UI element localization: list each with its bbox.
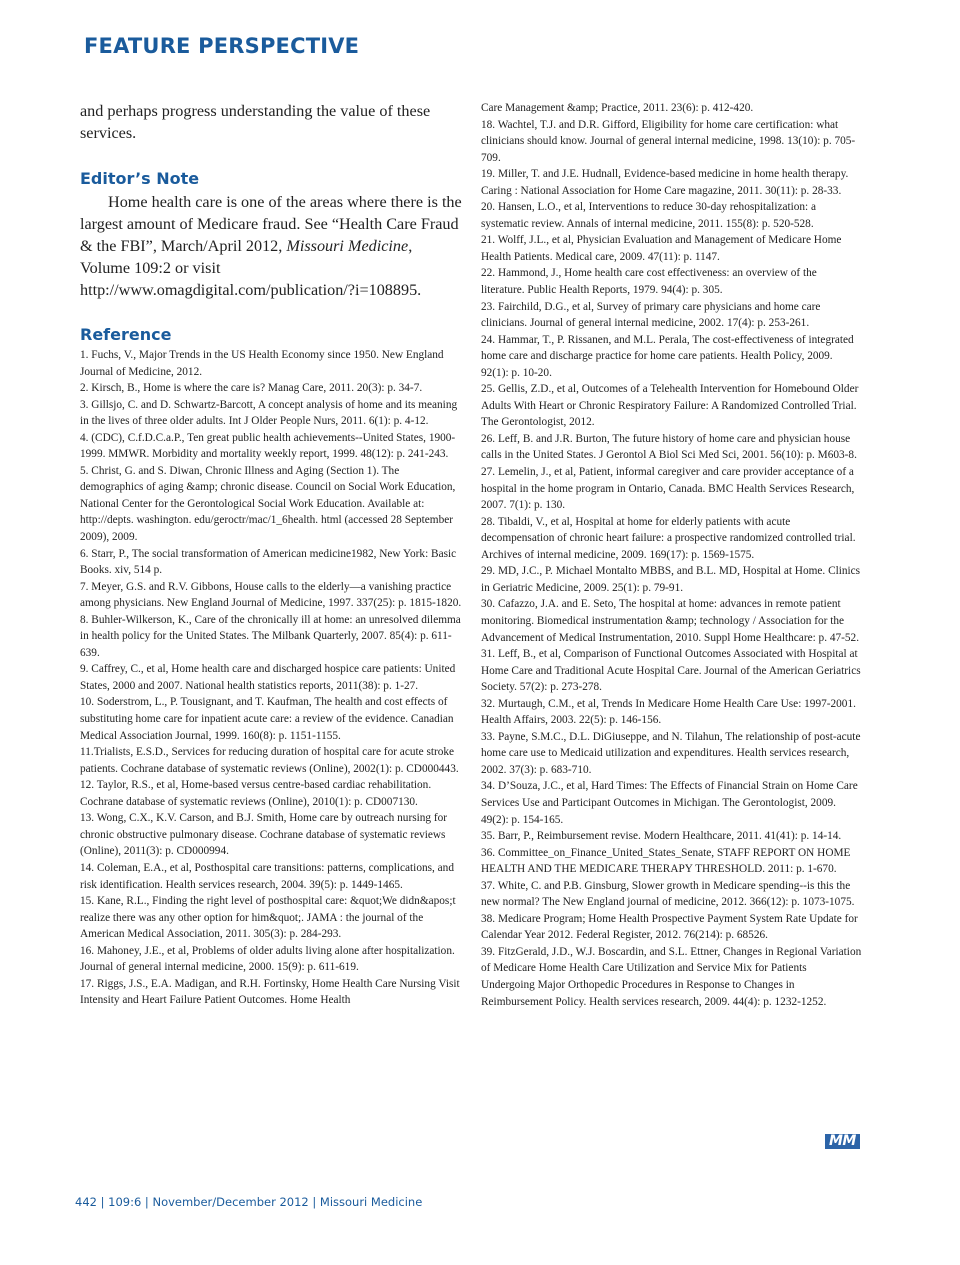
section-header: FEATURE PERSPECTIVE — [84, 34, 360, 58]
reference-item: 37. White, C. and P.B. Ginsburg, Slower growth in Medicare spending--is this the new normal? The New England journal of medicine, 2012. 366(12): p. 1073-1075. — [481, 879, 855, 909]
reference-item: 26. Leff, B. and J.R. Burton, The future history of home care and physician house calls in the United States. J Gerontol A Biol Sci Med Sci, 2001. 56(10): p. M603-8. — [481, 432, 857, 462]
reference-item: 15. Kane, R.L., Finding the right level of posthospital care: &quot;We didn&apos;t realize there was any other option for him&quot;. JAMA : the journal of the American Medical Association, 2011. 305(3): p. 284-293. — [80, 895, 456, 941]
reference-item: 14. Coleman, E.A., et al, Posthospital care transitions: patterns, complications, and risk identification. Health services research, 2004. 39(5): p. 1449-1465. — [80, 861, 454, 891]
reference-item: Care Management &amp; Practice, 2011. 23(6): p. 412-420. — [481, 102, 754, 114]
mm-end-mark: MM — [825, 1134, 860, 1149]
reference-item: 20. Hansen, L.O., et al, Interventions to reduce 30-day rehospitalization: a systematic review. Annals of internal medicine, 2011. 155(8): p. 520-528. — [481, 201, 817, 230]
reference-item: 34. D’Souza, J.C., et al, Hard Times: The Effects of Financial Strain on Home Care Services Use and Participant Outcomes in Michigan. The Gerontologist, 2009. 49(2): p. 154-165. — [481, 780, 858, 826]
editors-note-text-before: Home health care is one of the areas where there is the largest amount of Medicare fraud. See “Health Care Fraud & the FBI”, March/April 2012, — [80, 193, 462, 255]
reference-item: 31. Leff, B., et al, Comparison of Functional Outcomes Associated with Hospital at Home Care and Traditional Acute Hospital Care. Journal of the American Geriatrics Society. 57(2): p. 273-278. — [481, 648, 861, 694]
reference-item: 35. Barr, P., Reimbursement revise. Modern Healthcare, 2011. 41(41): p. 14-14. — [481, 830, 842, 843]
reference-item: 1. Fuchs, V., Major Trends in the US Health Economy since 1950. New England Journal of Medicine, 2012. — [80, 349, 444, 378]
reference-item: 9. Caffrey, C., et al, Home health care and discharged hospice care patients: United States, 2000 and 2007. National health statistics reports, 2011(38): p. 1-27. — [80, 663, 456, 692]
reference-list-left — [80, 347, 462, 1009]
reference-item: 28. Tibaldi, V., et al, Hospital at home for elderly patients with acute decompensation of chronic heart failure: a prospective randomized controlled trial. Archives of internal medicine, 2009. 169(17): p. 1569-1575. — [481, 515, 856, 561]
reference-item: 17. Riggs, J.S., E.A. Madigan, and R.H. Fortinsky, Home Health Care Nursing Visit Intensity and Heart Failure Patient Outcomes. Home Health — [80, 977, 460, 1007]
reference-item: 22. Hammond, J., Home health care cost effectiveness: an overview of the literature. Public Health Reports, 1979. 94(4): p. 305. — [481, 267, 817, 297]
reference-item: 6. Starr, P., The social transformation of American medicine1982, New York: Basic Books. xiv, 514 p. — [80, 547, 457, 577]
editors-note-text — [80, 191, 462, 301]
reference-item: 32. Murtaugh, C.M., et al, Trends In Medicare Home Health Care Use: 1997-2001. Health Affairs, 2003. 22(5): p. 146-156. — [481, 697, 856, 727]
reference-item: 10. Soderstrom, L., P. Tousignant, and T. Kaufman, The health and cost effects of substituting home care for inpatient acute care: a review of the evidence. Canadian Medical Association Journal, 1999. 160(8): p. 1151-1155. — [80, 696, 454, 742]
reference-item: 27. Lemelin, J., et al, Patient, informal caregiver and care provider acceptance of a hospital in the home program in Ontario, Canada. BMC Health Services Research, 2007. 7(1): p. 130. — [481, 466, 855, 512]
reference-item: 21. Wolff, J.L., et al, Physician Evaluation and Management of Medicare Home Health Patients. Medical care, 2009. 47(11): p. 1147. — [481, 234, 842, 263]
reference-item: 8. Buhler-Wilkerson, K., Care of the chronically ill at home: an unresolved dilemma in health policy for the United States. The Milbank Quarterly, 2007. 85(4): p. 611-639. — [80, 613, 461, 659]
editors-note-heading: Editor’s Note — [80, 169, 200, 188]
reference-item: 3. Gillsjo, C. and D. Schwartz-Barcott, A concept analysis of home and its meaning in the lives of three older adults. Int J Older People Nurs, 2011. 6(1): p. 4-12. — [80, 398, 458, 428]
reference-heading: Reference — [80, 325, 172, 344]
editors-note-journal: Missouri Medicine — [286, 237, 409, 255]
reference-item: 2. Kirsch, B., Home is where the care is? Manag Care, 2011. 20(3): p. 34-7. — [80, 382, 423, 395]
reference-item: 16. Mahoney, J.E., et al, Problems of older adults living alone after hospitalization. Journal of general internal medicine, 2000. 15(9): p. 611-619. — [80, 944, 455, 974]
reference-item: 30. Cafazzo, J.A. and E. Seto, The hospital at home: advances in remote patient monitoring. Biomedical instrumentation &amp; technology / Association for the Advancement of Medical Instrumentation, 2010. Suppl Home Healthcare: p. 47-52. — [481, 598, 860, 644]
reference-item: 24. Hammar, T., P. Rissanen, and M.L. Perala, The cost-effectiveness of integrated home care and discharge practice for home care patients. Health Policy, 2009. 92(1): p. 10-20. — [481, 333, 854, 379]
reference-list-right — [481, 100, 863, 1010]
reference-item: 38. Medicare Program; Home Health Prospective Payment System Rate Update for Calendar Year 2012. Federal Register, 2012. 76(214): p. 68526. — [481, 912, 858, 942]
reference-item: 33. Payne, S.M.C., D.L. DiGiuseppe, and N. Tilahun, The relationship of post-acute home care use to Medicaid utilization and expenditures. Health services research, 2002. 37(3): p. 683-710. — [481, 730, 861, 776]
reference-item: 12. Taylor, R.S., et al, Home-based versus centre-based cardiac rehabilitation. Cochrane database of systematic reviews (Online), 2010(1): p. CD007130. — [80, 779, 432, 808]
reference-item: 7. Meyer, G.S. and R.V. Gibbons, House calls to the elderly—a vanishing practice among physicians. New England Journal of Medicine, 1997. 337(25): p. 1815-1820. — [80, 580, 462, 610]
reference-item: 18. Wachtel, T.J. and D.R. Gifford, Eligibility for home care certification: what clinicians should know. Journal of general internal medicine, 1998. 13(10): p. 705-709. — [481, 118, 856, 164]
reference-item: 11.Trialists, E.S.D., Services for reducing duration of hospital care for acute stroke patients. Cochrane database of systematic reviews (Online), 2002(1): p. CD000443. — [80, 746, 459, 775]
left-column — [80, 100, 462, 1009]
reference-item: 5. Christ, G. and S. Diwan, Chronic Illness and Aging (Section 1). The demographics of aging &amp; chronic disease. Council on Social Work Education, National Center for the Gerontological Social Work Education. Available at: http://depts. washington. edu/geroctr/mac/1_6health. html (accessed 28 September 2009), 2009. — [80, 464, 456, 544]
reference-item: 29. MD, J.C., P. Michael Montalto MBBS, and B.L. MD, Hospital at Home. Clinics in Geriatric Medicine, 2009. 25(1): p. 79-91. — [481, 565, 861, 594]
reference-item: 39. FitzGerald, J.D., W.J. Boscardin, and S.L. Ettner, Changes in Regional Variation of Medicare Home Health Care Utilization and Service Mix for Patients Undergoing Major Orthopedic Procedures in Response to Changes in Reimbursement Policy. Health services research, 2009. 44(4): p. 1232-1252. — [481, 945, 862, 1008]
reference-item: 13. Wong, C.X., K.V. Carson, and B.J. Smith, Home care by outreach nursing for chronic obstructive pulmonary disease. Cochrane database of systematic reviews (Online), 2011(3): p. CD000994. — [80, 812, 448, 858]
reference-item: 23. Fairchild, D.G., et al, Survey of primary care physicians and home care clinicians. Journal of general internal medicine, 2002. 17(4): p. 253-261. — [481, 300, 821, 330]
editors-note-text-after: , Volume 109:2 or visit http://www.omagdigital.com/publication/?i=108895. — [80, 237, 422, 299]
reference-item: 36. Committee_on_Finance_United_States_Senate, STAFF REPORT ON HOME HEALTH AND THE MEDICARE THERAPY THRESHOLD. 2011: p. 1-670. — [481, 846, 851, 876]
reference-item: 19. Miller, T. and J.E. Hudnall, Evidence-based medicine in home health therapy. Caring : National Association for Home Care magazine, 2011. 30(11): p. 28-33. — [481, 168, 849, 197]
reference-item: 4. (CDC), C.f.D.C.a.P., Ten great public health achievements--United States, 1900-1999. MMWR. Morbidity and mortality weekly report, 1999. 48(12): p. 241-243. — [80, 431, 456, 461]
reference-item: 25. Gellis, Z.D., et al, Outcomes of a Telehealth Intervention for Homebound Older Adults With Heart or Chronic Respiratory Failure: A Randomized Controlled Trial. The Gerontologist, 2012. — [481, 383, 859, 429]
right-column — [481, 100, 863, 1010]
page-footer: 442 | 109:6 | November/December 2012 | Missouri Medicine — [75, 1195, 423, 1209]
intro-continuation: and perhaps progress understanding the value of these services. — [80, 102, 431, 142]
